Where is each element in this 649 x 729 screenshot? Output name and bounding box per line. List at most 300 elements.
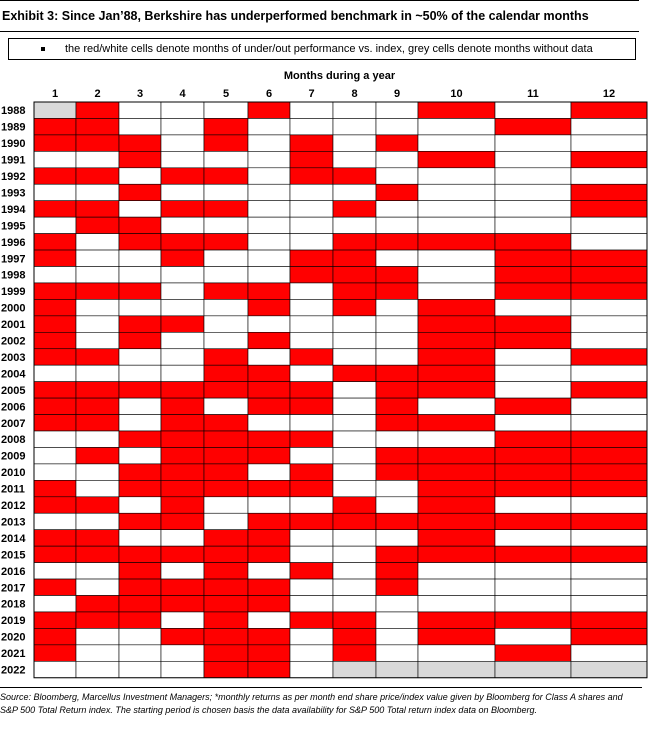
row-label: 1991 (1, 154, 26, 167)
heatmap-cell (290, 596, 333, 612)
heatmap-cell (248, 299, 290, 315)
heatmap-cell (161, 447, 204, 463)
heatmap-cell (495, 415, 571, 431)
heatmap-cell (76, 217, 119, 233)
heatmap-cell (418, 661, 495, 677)
heatmap-cell (376, 135, 418, 151)
heatmap-cell (119, 447, 161, 463)
heatmap-cell (119, 480, 161, 496)
heatmap-cell (418, 184, 495, 200)
heatmap-cell (161, 316, 204, 332)
row-label: 2021 (1, 648, 26, 661)
heatmap-cell (418, 612, 495, 628)
heatmap-cell (34, 168, 76, 184)
heatmap-cell (119, 563, 161, 579)
heatmap-cell (34, 530, 76, 546)
heatmap-cell (76, 365, 119, 381)
heatmap-cell (204, 628, 248, 644)
heatmap-cell (76, 513, 119, 529)
heatmap-cell (204, 135, 248, 151)
heatmap-cell (161, 596, 204, 612)
heatmap-cell (495, 135, 571, 151)
heatmap-cell (290, 151, 333, 167)
heatmap-cell (248, 398, 290, 414)
heatmap-cell (161, 431, 204, 447)
heatmap-cell (161, 645, 204, 661)
row-label: 2014 (1, 532, 26, 545)
heatmap-cell (76, 464, 119, 480)
heatmap-cell (571, 283, 647, 299)
heatmap-cell (76, 234, 119, 250)
heatmap-cell (495, 628, 571, 644)
column-label: 5 (222, 88, 230, 100)
heatmap-cell (34, 316, 76, 332)
heatmap-cell (248, 382, 290, 398)
row-label: 1992 (1, 171, 26, 184)
heatmap-cell (204, 579, 248, 595)
heatmap-cell (204, 283, 248, 299)
heatmap-cell (376, 480, 418, 496)
heatmap-cell (119, 217, 161, 233)
row-label: 1995 (1, 220, 26, 233)
heatmap-cell (119, 201, 161, 217)
heatmap-cell (34, 365, 76, 381)
heatmap-cell (418, 234, 495, 250)
heatmap-cell (495, 118, 571, 134)
heatmap-cell (161, 332, 204, 348)
heatmap-cell (34, 382, 76, 398)
heatmap-cell (290, 480, 333, 496)
heatmap-cell (333, 546, 376, 562)
heatmap-cell (248, 530, 290, 546)
heatmap-cell (495, 102, 571, 118)
heatmap-cell (333, 579, 376, 595)
heatmap-cell (119, 382, 161, 398)
heatmap-cell (376, 596, 418, 612)
heatmap-cell (418, 201, 495, 217)
heatmap-cell (34, 480, 76, 496)
heatmap-cell (161, 480, 204, 496)
heatmap-cell (248, 645, 290, 661)
heatmap-cell (204, 415, 248, 431)
heatmap-cell (34, 513, 76, 529)
heatmap-cell (161, 349, 204, 365)
heatmap-cell (571, 365, 647, 381)
heatmap-cell (376, 283, 418, 299)
heatmap-cell (495, 217, 571, 233)
heatmap-cell (248, 118, 290, 134)
heatmap-cell (376, 628, 418, 644)
heatmap-cell (248, 628, 290, 644)
heatmap-cell (571, 349, 647, 365)
heatmap-cell (571, 398, 647, 414)
heatmap-cell (119, 184, 161, 200)
heatmap-cell (290, 447, 333, 463)
heatmap-cell (119, 234, 161, 250)
heatmap-cell (204, 349, 248, 365)
heatmap-cell (34, 151, 76, 167)
heatmap-cell (161, 184, 204, 200)
heatmap-cell (161, 267, 204, 283)
heatmap-cell (333, 645, 376, 661)
legend-text: the red/white cells denote months of under/out performance vs. index, grey cells denote months without data (65, 43, 593, 55)
heatmap-cell (333, 201, 376, 217)
heatmap-cell (119, 283, 161, 299)
heatmap-cell (204, 530, 248, 546)
heatmap-cell (34, 217, 76, 233)
heatmap-cell (76, 497, 119, 513)
heatmap-cell (161, 563, 204, 579)
heatmap-cell (495, 349, 571, 365)
heatmap-cell (34, 431, 76, 447)
heatmap-cell (376, 250, 418, 266)
heatmap-cell (495, 283, 571, 299)
heatmap-cell (571, 267, 647, 283)
heatmap-cell (290, 283, 333, 299)
heatmap-cell (333, 135, 376, 151)
row-label: 1988 (1, 105, 26, 118)
heatmap-cell (418, 316, 495, 332)
heatmap-cell (418, 579, 495, 595)
heatmap-cell (119, 596, 161, 612)
heatmap-cell (204, 382, 248, 398)
heatmap-cell (248, 661, 290, 677)
heatmap-cell (76, 645, 119, 661)
heatmap-cell (161, 415, 204, 431)
heatmap-cell (290, 201, 333, 217)
heatmap-cell (161, 612, 204, 628)
heatmap-chart (0, 84, 649, 684)
row-label: 2003 (1, 351, 26, 364)
heatmap-cell (571, 480, 647, 496)
heatmap-cell (376, 563, 418, 579)
heatmap-cell (376, 530, 418, 546)
heatmap-cell (290, 250, 333, 266)
row-label: 1990 (1, 138, 26, 151)
heatmap-cell (248, 267, 290, 283)
heatmap-cell (34, 250, 76, 266)
heatmap-cell (119, 579, 161, 595)
heatmap-cell (161, 530, 204, 546)
heatmap-cell (119, 267, 161, 283)
heatmap-cell (333, 102, 376, 118)
heatmap-cell (76, 283, 119, 299)
heatmap-cell (76, 267, 119, 283)
row-label: 2005 (1, 384, 26, 397)
heatmap-cell (204, 316, 248, 332)
heatmap-cell (376, 201, 418, 217)
heatmap-cell (204, 184, 248, 200)
heatmap-cell (34, 612, 76, 628)
heatmap-cell (76, 168, 119, 184)
heatmap-cell (204, 464, 248, 480)
row-label: 2018 (1, 598, 26, 611)
heatmap-cell (376, 579, 418, 595)
row-label: 2002 (1, 335, 26, 348)
heatmap-cell (418, 349, 495, 365)
heatmap-cell (333, 365, 376, 381)
heatmap-cell (333, 431, 376, 447)
heatmap-cell (76, 349, 119, 365)
heatmap-cell (495, 267, 571, 283)
heatmap-cell (204, 513, 248, 529)
heatmap-cell (119, 612, 161, 628)
heatmap-cell (34, 596, 76, 612)
heatmap-cell (290, 267, 333, 283)
heatmap-cell (119, 332, 161, 348)
heatmap-cell (161, 234, 204, 250)
heatmap-cell (495, 612, 571, 628)
heatmap-cell (290, 382, 333, 398)
heatmap-cell (248, 184, 290, 200)
heatmap-cell (376, 431, 418, 447)
heatmap-cell (204, 596, 248, 612)
row-label: 2020 (1, 631, 26, 644)
heatmap-cell (76, 382, 119, 398)
heatmap-cell (376, 299, 418, 315)
heatmap-cell (204, 431, 248, 447)
heatmap-cell (418, 415, 495, 431)
heatmap-cell (34, 645, 76, 661)
heatmap-cell (376, 267, 418, 283)
heatmap-cell (290, 612, 333, 628)
row-label: 2010 (1, 467, 26, 480)
heatmap-cell (376, 102, 418, 118)
heatmap-cell (161, 382, 204, 398)
heatmap-cell (161, 118, 204, 134)
heatmap-cell (495, 234, 571, 250)
heatmap-cell (248, 217, 290, 233)
heatmap-cell (161, 250, 204, 266)
heatmap-cell (204, 250, 248, 266)
heatmap-cell (333, 234, 376, 250)
heatmap-cell (495, 250, 571, 266)
heatmap-cell (333, 612, 376, 628)
column-label: 7 (308, 88, 315, 100)
heatmap-cell (204, 563, 248, 579)
heatmap-cell (571, 513, 647, 529)
heatmap-cell (418, 596, 495, 612)
heatmap-cell (76, 151, 119, 167)
heatmap-cell (204, 645, 248, 661)
heatmap-cell (333, 250, 376, 266)
heatmap-cell (376, 184, 418, 200)
heatmap-cell (204, 201, 248, 217)
heatmap-cell (290, 398, 333, 414)
heatmap-cell (204, 546, 248, 562)
heatmap-cell (119, 316, 161, 332)
heatmap-cell (34, 118, 76, 134)
heatmap-cell (376, 151, 418, 167)
heatmap-cell (290, 431, 333, 447)
heatmap-cell (333, 563, 376, 579)
heatmap-cell (571, 102, 647, 118)
heatmap-cell (495, 398, 571, 414)
heatmap-cell (290, 464, 333, 480)
heatmap-cell (376, 415, 418, 431)
heatmap-cell (376, 168, 418, 184)
heatmap-cell (495, 151, 571, 167)
column-label: 2 (94, 88, 101, 100)
heatmap-cell (34, 497, 76, 513)
heatmap-cell (418, 382, 495, 398)
heatmap-cell (119, 102, 161, 118)
row-label: 2008 (1, 434, 26, 447)
heatmap-cell (333, 464, 376, 480)
heatmap-cell (376, 234, 418, 250)
heatmap-cell (161, 201, 204, 217)
heatmap-cell (571, 530, 647, 546)
heatmap-cell (495, 497, 571, 513)
column-label: 6 (265, 88, 273, 100)
row-label: 2017 (1, 582, 26, 595)
heatmap-cell (571, 464, 647, 480)
heatmap-cell (418, 464, 495, 480)
column-label: 10 (450, 88, 463, 100)
heatmap-cell (76, 201, 119, 217)
row-label: 2012 (1, 500, 26, 513)
heatmap-cell (571, 579, 647, 595)
heatmap-cell (76, 579, 119, 595)
column-label: 12 (602, 88, 616, 100)
heatmap-cell (248, 415, 290, 431)
row-label: 2004 (1, 368, 26, 381)
heatmap-cell (418, 628, 495, 644)
heatmap-cell (161, 579, 204, 595)
heatmap-cell (119, 431, 161, 447)
heatmap-cell (418, 250, 495, 266)
row-label: 2009 (1, 450, 26, 463)
heatmap-cell (119, 497, 161, 513)
heatmap-cell (290, 316, 333, 332)
column-label: 1 (51, 88, 59, 100)
heatmap-cell (161, 513, 204, 529)
heatmap-cell (571, 628, 647, 644)
heatmap-cell (119, 349, 161, 365)
heatmap-cell (161, 628, 204, 644)
heatmap-cell (248, 283, 290, 299)
heatmap-cell (34, 234, 76, 250)
heatmap-cell (571, 118, 647, 134)
heatmap-cell (204, 497, 248, 513)
heatmap-cell (333, 349, 376, 365)
heatmap-cell (290, 217, 333, 233)
heatmap-cell (119, 513, 161, 529)
heatmap-cell (161, 283, 204, 299)
heatmap-cell (161, 546, 204, 562)
heatmap-cell (571, 431, 647, 447)
heatmap-cell (495, 645, 571, 661)
heatmap-cell (495, 530, 571, 546)
heatmap-cell (76, 135, 119, 151)
heatmap-cell (204, 151, 248, 167)
heatmap-cell (571, 332, 647, 348)
heatmap-cell (376, 645, 418, 661)
column-label: 8 (351, 88, 358, 100)
heatmap-cell (418, 546, 495, 562)
row-label: 2006 (1, 401, 26, 414)
heatmap-cell (571, 135, 647, 151)
heatmap-cell (495, 332, 571, 348)
heatmap-cell (248, 201, 290, 217)
heatmap-cell (376, 398, 418, 414)
heatmap-cell (76, 628, 119, 644)
heatmap-cell (119, 118, 161, 134)
heatmap-cell (119, 398, 161, 414)
heatmap-cell (418, 168, 495, 184)
heatmap-cell (333, 513, 376, 529)
heatmap-cell (34, 447, 76, 463)
heatmap-cell (76, 250, 119, 266)
heatmap-cell (418, 118, 495, 134)
heatmap-cell (248, 365, 290, 381)
heatmap-cell (333, 168, 376, 184)
heatmap-cell (333, 184, 376, 200)
row-label: 2019 (1, 615, 26, 628)
heatmap-cell (333, 447, 376, 463)
heatmap-cell (290, 118, 333, 134)
heatmap-cell (333, 382, 376, 398)
heatmap-cell (119, 464, 161, 480)
heatmap-cell (376, 217, 418, 233)
heatmap-cell (376, 447, 418, 463)
heatmap-cell (333, 661, 376, 677)
heatmap-cell (418, 530, 495, 546)
heatmap-cell (376, 365, 418, 381)
column-label: 4 (179, 88, 186, 100)
heatmap-cell (376, 513, 418, 529)
heatmap-cell (290, 645, 333, 661)
heatmap-cell (119, 645, 161, 661)
heatmap-cell (571, 151, 647, 167)
heatmap-cell (333, 332, 376, 348)
heatmap-cell (376, 464, 418, 480)
heatmap-cell (76, 596, 119, 612)
heatmap-cell (248, 447, 290, 463)
heatmap-cell (290, 102, 333, 118)
heatmap-cell (119, 151, 161, 167)
heatmap-cell (290, 415, 333, 431)
heatmap-cell (290, 365, 333, 381)
heatmap-cell (418, 431, 495, 447)
heatmap-cell (204, 398, 248, 414)
heatmap-cell (290, 184, 333, 200)
heatmap-cell (495, 596, 571, 612)
heatmap-cell (248, 168, 290, 184)
heatmap-cell (571, 661, 647, 677)
heatmap-cell (290, 168, 333, 184)
heatmap-cell (418, 267, 495, 283)
heatmap-cell (204, 118, 248, 134)
heatmap-cell (333, 596, 376, 612)
column-label: 9 (393, 88, 401, 100)
heatmap-cell (161, 168, 204, 184)
row-label: 1999 (1, 286, 26, 299)
heatmap-cell (418, 151, 495, 167)
row-label: 2013 (1, 516, 26, 529)
heatmap-cell (571, 184, 647, 200)
heatmap-cell (376, 497, 418, 513)
heatmap-cell (204, 102, 248, 118)
heatmap-cell (495, 316, 571, 332)
heatmap-cell (76, 447, 119, 463)
heatmap-cell (204, 168, 248, 184)
x-axis-title: Months during a year (283, 70, 396, 82)
row-label: 2022 (1, 664, 26, 677)
heatmap-cell (333, 267, 376, 283)
heatmap-cell (495, 184, 571, 200)
heatmap-cell (119, 530, 161, 546)
